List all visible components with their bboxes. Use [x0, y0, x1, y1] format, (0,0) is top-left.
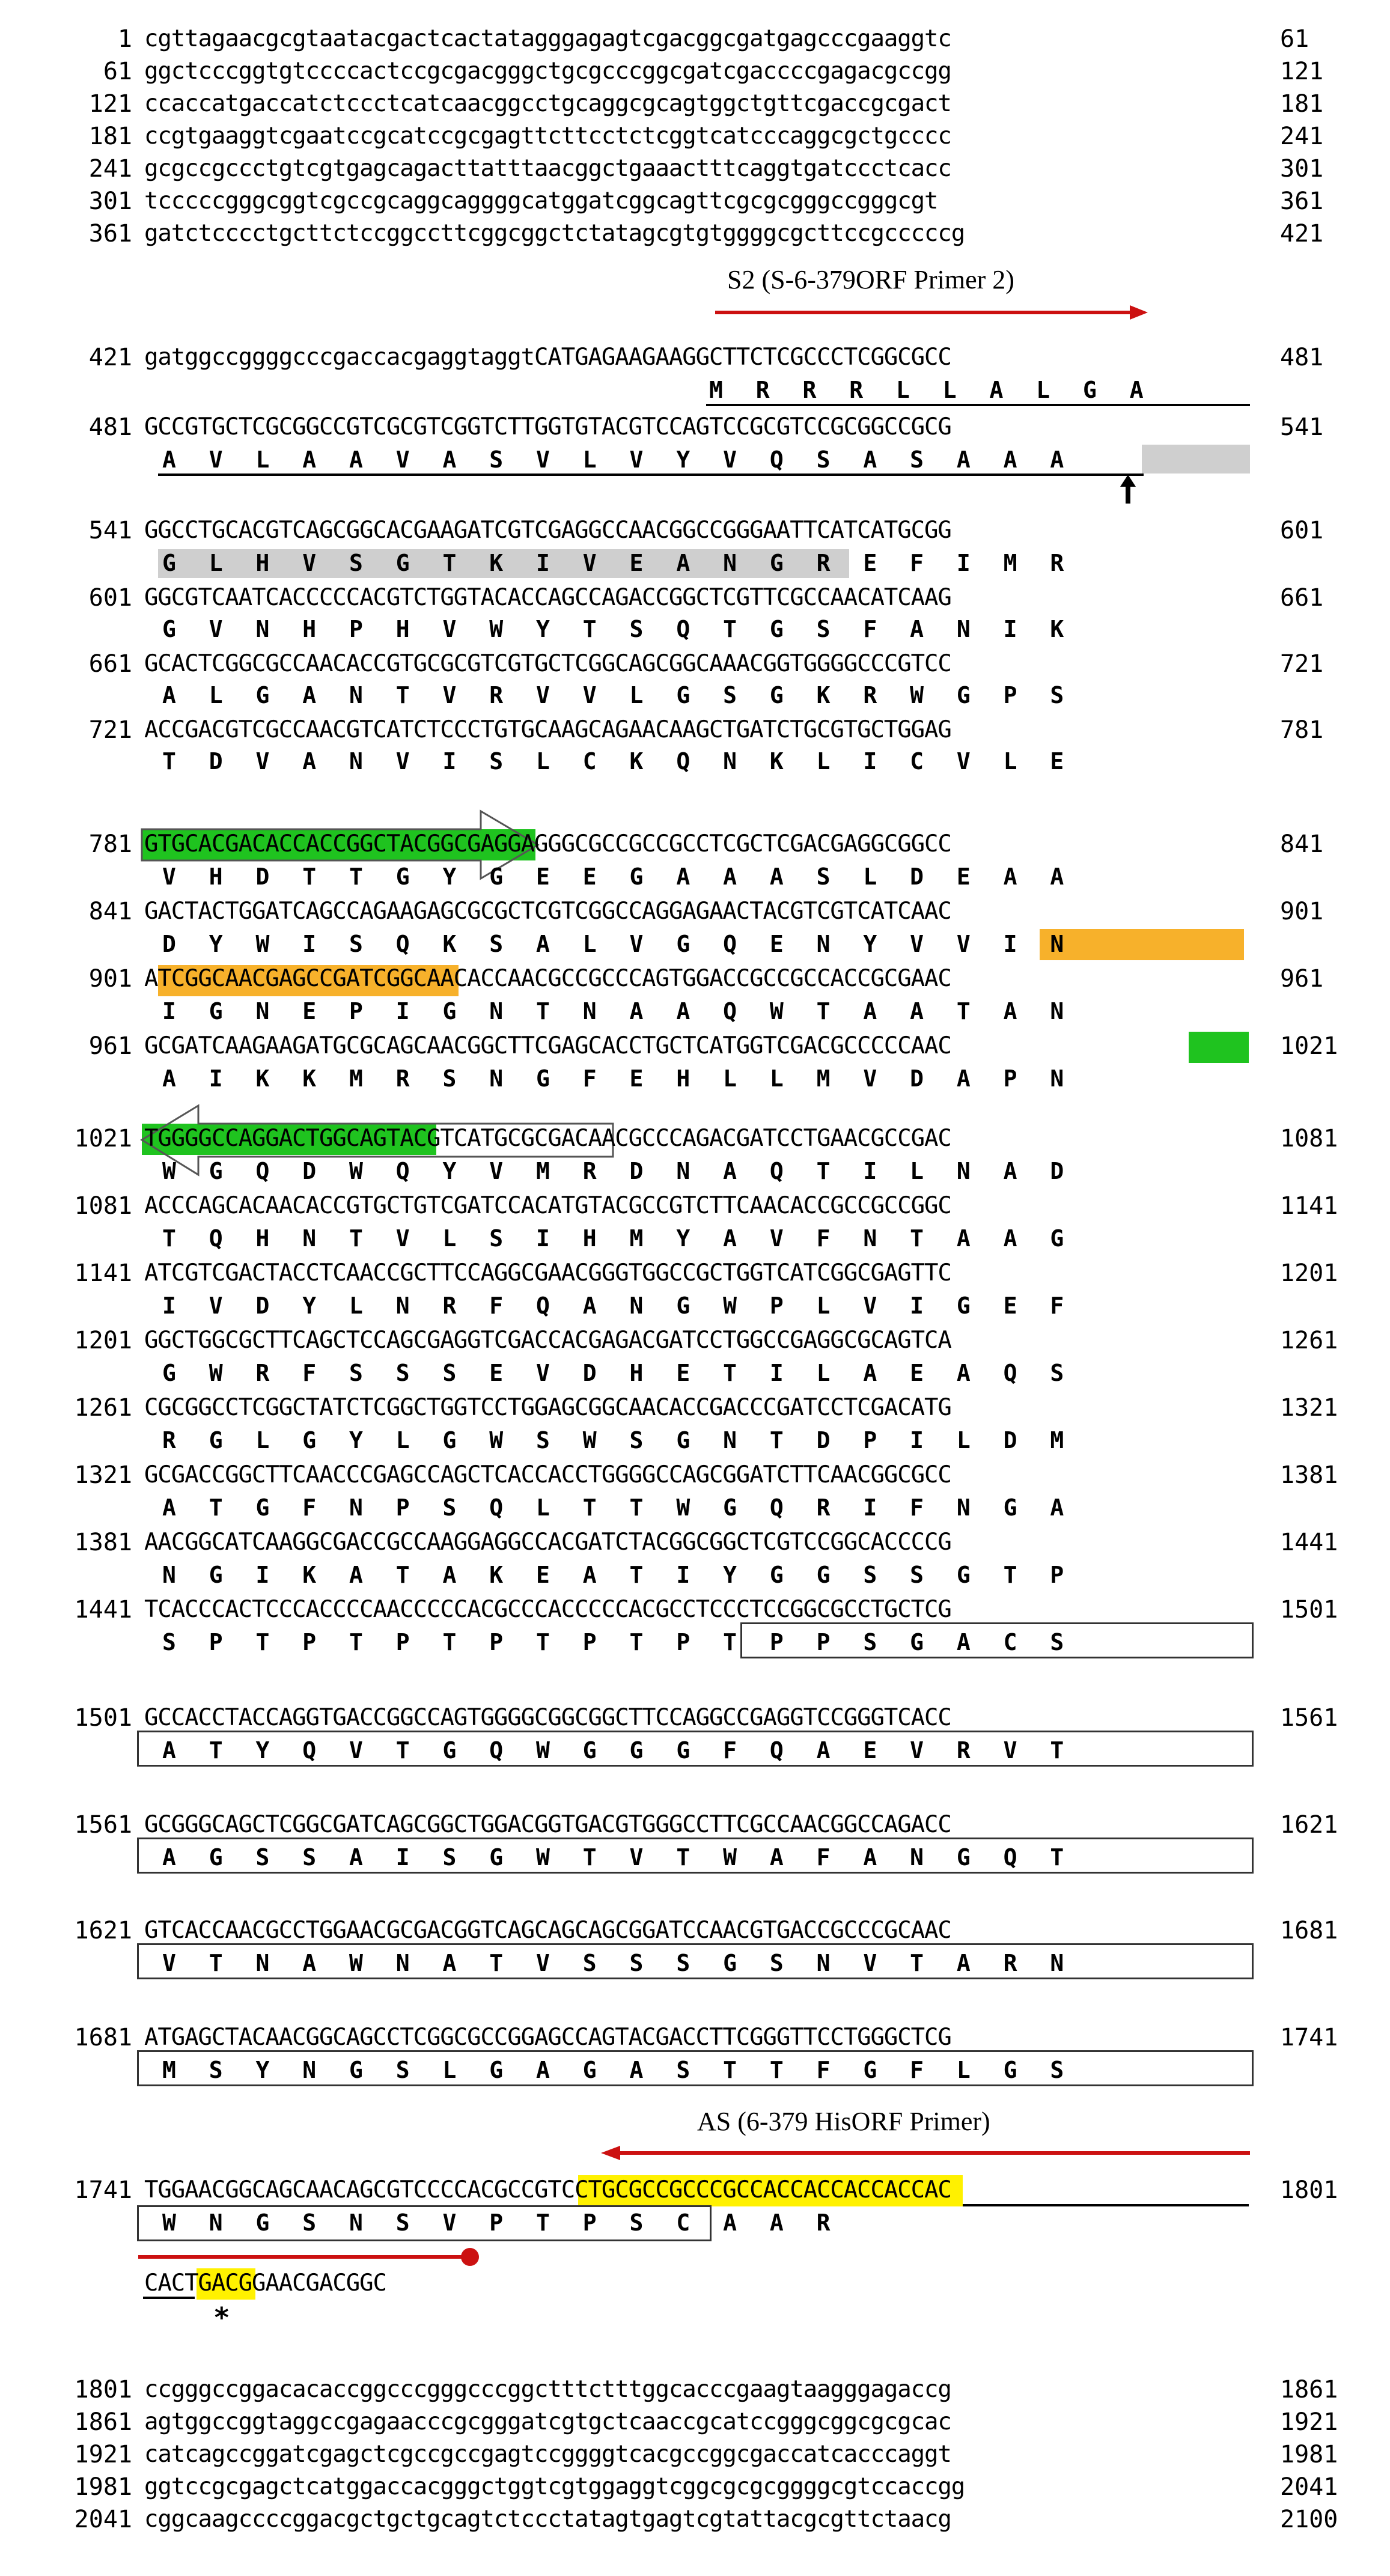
end-number: 1141 — [1280, 1192, 1338, 1220]
orf-row-1381 — [0, 1527, 1390, 1564]
start-number: 1621 — [74, 1917, 132, 1944]
primer-as-label: AS (6-379 HisORF Primer) — [697, 2107, 990, 2136]
nucleotide-sequence: GCGGGCAGCTCGGCGATCAGCGGCTGGACGGTGACGTGGGCCTTCGCCAACGGCCAGACC — [144, 1811, 951, 1838]
amino-acid-sequence: S P T P T P T P T P T P T P P S G A C S — [162, 1629, 1064, 1655]
nucleotide-sequence: agtggccggtaggccgagaacccgcgggatcgtgctcaaccgcatccgggcggcgcgcac — [144, 2408, 951, 2435]
start-number: 1381 — [74, 1529, 132, 1556]
nucleotide-sequence: cgttagaacgcgtaatacgactcactatagggagagtcgacggcgatgagcccgaaggtc — [144, 25, 951, 52]
start-number: 121 — [88, 90, 132, 118]
cbm-domain-box — [137, 1943, 1254, 1979]
orf-row-601 — [0, 583, 1390, 619]
nucleotide-sequence: ccaccatgaccatctccctcatcaacggcctgcaggcgcagtggctgttcgaccgcgact — [144, 90, 951, 117]
nucleotide-sequence: GCCACCTACCAGGTGACCGGCCAGTGGGGCGGCGGCTTCCAGGCCGAGGTCCGGGTCACC — [144, 1704, 951, 1731]
end-number: 541 — [1280, 413, 1324, 441]
aa-row-1141 — [0, 1292, 1390, 1328]
start-number: 481 — [88, 413, 132, 441]
start-number: 601 — [88, 584, 132, 612]
end-number: 1741 — [1280, 2024, 1338, 2051]
nucleotide-sequence: GCACTCGGCGCCAACACCGTGCGCGTCGTGCTCGGCAGCGGCAAACGGTGGGGCCCGTCC — [144, 650, 951, 677]
nucleotide-sequence: gatctcccctgcttctccggccttcggcggctctatagcgtgtggggcgcttccgcccccg — [144, 220, 965, 247]
start-number: 961 — [88, 1032, 132, 1060]
amino-acid-sequence: V H D T T G Y G E E G A A A S L D E A A — [162, 863, 1064, 890]
cbm-domain-box — [137, 2050, 1254, 2086]
amino-acid-sequence: R G L G Y L G W S W S G N T D P I L D M — [162, 1427, 1064, 1454]
start-number: 181 — [88, 123, 132, 150]
start-number: 1141 — [74, 1259, 132, 1287]
end-number: 481 — [1280, 344, 1324, 371]
end-number: 1441 — [1280, 1529, 1338, 1556]
end-number: 1321 — [1280, 1394, 1338, 1422]
orf-row-1141 — [0, 1258, 1390, 1294]
nucleotide-sequence: AACGGCATCAAGGCGACCGCCAAGGAGGCCACGATCTACGGCGGCTCGTCCGGCACCCCG — [144, 1529, 951, 1556]
start-number: 1921 — [74, 2441, 132, 2468]
start-number: 361 — [88, 220, 132, 248]
amino-acid-sequence: A L G A N T V R V V L G S G K R W G P S — [162, 682, 1064, 708]
nucleotide-sequence: cggcaagccccggacgctgctgcagtctccctatagtgagtcgtattacgcgttctaacg — [144, 2506, 951, 2533]
orf-row-721 — [0, 715, 1390, 751]
nucleotide-sequence: ggtccgcgagctcatggaccacgggctggtcgtggaggtcggcgcgcggggcgtccaccgg — [144, 2473, 965, 2500]
start-number: 1861 — [74, 2408, 132, 2436]
orf-row-1201 — [0, 1326, 1390, 1362]
end-number: 2100 — [1280, 2506, 1338, 2533]
nucleotide-sequence: GGCCTGCACGTCAGCGGCACGAAGATCGTCGAGGCCAACGGCCGGGAATTCATCATGCGG — [144, 517, 951, 544]
end-number: 121 — [1280, 58, 1324, 85]
end-number: 1021 — [1280, 1032, 1338, 1060]
end-number: 1681 — [1280, 1917, 1338, 1944]
start-number: 781 — [88, 830, 132, 858]
orf-row-1021 — [0, 1124, 1390, 1160]
start-number: 1561 — [74, 1811, 132, 1839]
start-number: 1801 — [74, 2376, 132, 2404]
aa-row-541 — [0, 549, 1390, 585]
amino-acid-sequence: M R R R L L A L G A — [709, 377, 1144, 403]
end-number: 1921 — [1280, 2408, 1338, 2436]
cbm-domain-box — [137, 1731, 1254, 1767]
start-number: 1501 — [74, 1704, 132, 1732]
end-number: 361 — [1280, 187, 1324, 215]
aa-row-781 — [0, 863, 1390, 899]
amino-acid-sequence: W N G S N S V P T P S C A A R — [162, 2209, 831, 2236]
seq-row-2041 — [0, 2504, 1390, 2541]
end-number: 901 — [1280, 898, 1324, 925]
start-number: 1 — [117, 25, 132, 53]
end-number: 661 — [1280, 584, 1324, 612]
end-number: 1261 — [1280, 1327, 1338, 1354]
aa-row-661 — [0, 681, 1390, 717]
amino-acid-sequence: I V D Y L N R F Q A N G W P L V I G E F — [162, 1293, 1064, 1319]
nucleotide-sequence: ccgtgaaggtcgaatccgcatccgcgagttcttcctctcggtcatcccaggcgctgcccc — [144, 123, 951, 150]
nucleotide-sequence: TCACCCACTCCCACCCCAACCCCCACGCCCACCCCCACGCCTCCCTCCGGCGCCTGCTCG — [144, 1596, 951, 1623]
start-number: 1021 — [74, 1125, 132, 1153]
end-number: 421 — [1280, 220, 1324, 248]
aa-row-1081 — [0, 1225, 1390, 1261]
start-number: 901 — [88, 965, 132, 993]
start-number: 1201 — [74, 1327, 132, 1354]
primer-s2-label: S2 (S-6-379ORF Primer 2) — [727, 265, 1014, 294]
cbm-domain-box — [137, 2205, 712, 2241]
amino-acid-sequence: A V L A A V A S V L V Y V Q S A S A A A — [162, 446, 1064, 473]
orf-row-901 — [0, 964, 1390, 1000]
nucleotide-sequence: ACCCAGCACAACACCGTGCTGTCGATCCACATGTACGCCGTCTTCAACACCGCCGCCGGC — [144, 1192, 951, 1219]
nucleotide-sequence: GCGATCAAGAAGATGCGCAGCAACGGCTTCGAGCACCTGCTCATGGTCGACGCCCCCAAC — [144, 1032, 951, 1059]
end-number: 1561 — [1280, 1704, 1338, 1732]
start-number: 421 — [88, 344, 132, 371]
end-number: 2041 — [1280, 2473, 1338, 2501]
amino-acid-sequence: A T G F N P S Q L T T W G Q R I F N G A — [162, 1494, 1064, 1521]
aa-row-1381 — [0, 1561, 1390, 1597]
end-number: 301 — [1280, 155, 1324, 183]
nucleotide-sequence: ATCGGCAACGAGCCGATCGGCAACACCAACGCCGCCCAGTGGACCGCCGCCACCGCGAAC — [144, 965, 951, 992]
start-number: 1681 — [74, 2024, 132, 2051]
nucleotide-sequence: catcagccggatcgagctcgccgccgagtccggggtcacgccggcgaccatcacccaggt — [144, 2441, 951, 2468]
underline — [706, 404, 1250, 406]
nucleotide-sequence: CGCGGCCTCGGCTATCTCGGCTGGTCCTGGAGCGGCAACACCGACCCGATCCTCGACATG — [144, 1394, 951, 1421]
cbm-domain-box — [137, 1838, 1254, 1874]
start-number: 541 — [88, 517, 132, 544]
nucleotide-sequence: GTGCACGACACCACCGGCTACGGCGAGGAGGGCGCCGCCGCCTCGCTCGACGAGGCGGCC — [144, 830, 951, 857]
end-number: 241 — [1280, 123, 1324, 150]
seq-row-1981 — [0, 2472, 1390, 2508]
nucleotide-sequence: gatggccggggcccgaccacgaggtaggtCATGAGAAGAAGGCTTCTCGCCCTCGGCGCC — [144, 344, 951, 371]
amino-acid-sequence: V T N A W N A T V S S S G S N V T A R N — [162, 1950, 1064, 1976]
end-number: 1381 — [1280, 1461, 1338, 1489]
stop-codon-marker: * — [213, 2301, 230, 2334]
amino-acid-sequence: A T Y Q V T G Q W G G G F Q A E V R V T — [162, 1737, 1064, 1764]
seq-row-1801 — [0, 2375, 1390, 2411]
orf-row-541 — [0, 516, 1390, 552]
nucleotide-sequence: gcgccgccctgtcgtgagcagacttatttaacggctgaaactttcaggtgatccctcacc — [144, 155, 951, 182]
amino-acid-sequence: G V N H P H V W Y T S Q T G S F A N I K — [162, 616, 1064, 642]
aa-row-1021 — [0, 1157, 1390, 1193]
nucleotide-sequence: GCCGTGCTCGCGGCCGTCGCGTCGGTCTTGGTGTACGTCCAGTCCGCGTCCGCGGCCGCG — [144, 413, 951, 440]
seq-row-1861 — [0, 2407, 1390, 2443]
end-number: 1801 — [1280, 2176, 1338, 2204]
start-number: 1741 — [74, 2176, 132, 2204]
aa-row-1321 — [0, 1494, 1390, 1530]
nucleotide-sequence: CACTGACGGAACGACGGC — [144, 2270, 386, 2297]
linker-box — [740, 1622, 1254, 1658]
nucleotide-sequence: GCGACCGGCTTCAACCCGAGCCAGCTCACCACCTGGGGCCAGCGGATCTTCAACGGCGCC — [144, 1461, 951, 1488]
orf-row-1321 — [0, 1460, 1390, 1496]
start-number: 661 — [88, 650, 132, 678]
end-number: 781 — [1280, 716, 1324, 744]
nucleotide-sequence: TGGAACGGCAGCAACAGCGTCCCCACGCCGTCCTGCGCCGCCCGCCACCACCACCACCAC — [144, 2176, 951, 2203]
nucleotide-sequence: TGGGGCCAGGACTGGCAGTACGTCATGCGCGACAACGCCCAGACGATCCTGAACGCCGAC — [144, 1125, 951, 1152]
underline — [158, 473, 1144, 476]
amino-acid-sequence: N G I K A T A K E A T I Y G G S S G T P — [162, 1562, 1064, 1588]
amino-acid-sequence: A G S S A I S G W T V T W A F A N G Q T — [162, 1844, 1064, 1871]
end-number: 841 — [1280, 830, 1324, 858]
start-number: 721 — [88, 716, 132, 744]
start-number: 61 — [103, 58, 132, 85]
start-number: 1261 — [74, 1394, 132, 1422]
start-number: 1441 — [74, 1596, 132, 1624]
start-number: 1081 — [74, 1192, 132, 1220]
amino-acid-sequence: M S Y N G S L G A G A S T T F G F L G S — [162, 2057, 1064, 2083]
end-number: 721 — [1280, 650, 1324, 678]
amino-acid-sequence: I G N E P I G N T N A A Q W T A A T A N — [162, 998, 1064, 1025]
nucleotide-sequence: ATGAGCTACAACGGCAGCCTCGGCGCCGGAGCCAGTACGACCTTCGGGTTCCTGGGCTCG — [144, 2024, 951, 2051]
orf-continuation-row — [0, 2268, 1390, 2304]
nucleotide-sequence: ACCGACGTCGCCAACGTCATCTCCCTGTGCAAGCAGAACAAGCTGATCTGCGTGCTGGAG — [144, 716, 951, 743]
start-number: 2041 — [74, 2506, 132, 2533]
amino-acid-sequence: G W R F S S S E V D H E T I L A E A Q S — [162, 1360, 1064, 1386]
end-number: 601 — [1280, 517, 1324, 544]
aa-row-841 — [0, 930, 1390, 966]
aa-row-481 — [0, 446, 1390, 482]
orf-row-421 — [0, 343, 1390, 379]
end-number: 961 — [1280, 965, 1324, 993]
amino-acid-sequence: T D V A N V I S L C K Q N K L I C V L E — [162, 748, 1064, 775]
orf-row-1261 — [0, 1393, 1390, 1429]
amino-acid-sequence: G L H V S G T K I V E A N G R E F I M R — [162, 550, 1064, 576]
orf-row-481 — [0, 412, 1390, 448]
aa-row-721 — [0, 748, 1390, 784]
end-number: 1621 — [1280, 1811, 1338, 1839]
primer-as-tail-icon — [138, 2246, 487, 2268]
orf-row-1081 — [0, 1191, 1390, 1227]
aa-row-601 — [0, 615, 1390, 651]
end-number: 1201 — [1280, 1259, 1338, 1287]
end-number: 1861 — [1280, 2376, 1338, 2404]
amino-acid-sequence: A I K K M R S N G F E H L L M V D A P N — [162, 1065, 1064, 1092]
his-tag-underline-2 — [143, 2297, 195, 2299]
amino-acid-sequence: T Q H N T V L S I H M Y A V F N T A A G — [162, 1225, 1064, 1252]
nucleotide-sequence: tcccccgggcggtcgccgcaggcaggggcatggatcggcagttcgcgcgggccgggcgt — [144, 187, 938, 215]
end-number: 181 — [1280, 90, 1324, 118]
nucleotide-sequence: ATCGTCGACTACCTCAACCGCTTCCAGGCGAACGGGTGGCCGCTGGTCATCGGCGAGTTC — [144, 1259, 951, 1286]
aa-row-1201 — [0, 1359, 1390, 1395]
aa-row-961 — [0, 1065, 1390, 1101]
primer-as-arrow-icon — [601, 2144, 1250, 2162]
nucleotide-sequence: GTCACCAACGCCTGGAACGCGACGGTCAGCAGCAGCGGATCCAACGTGACCGCCCGCAAC — [144, 1917, 951, 1944]
orf-row-841 — [0, 897, 1390, 933]
cleavage-site-arrow-icon — [1119, 475, 1137, 505]
orf-row-781 — [0, 829, 1390, 865]
orf-row-661 — [0, 649, 1390, 685]
start-number: 241 — [88, 155, 132, 183]
end-number: 1501 — [1280, 1596, 1338, 1624]
nucleotide-sequence: ggctcccggtgtccccactccgcgacgggctgcgcccggcgatcgaccccgagacgccgg — [144, 58, 951, 85]
his-tag-underline — [963, 2204, 1249, 2206]
start-number: 841 — [88, 898, 132, 925]
nucleotide-sequence: GGCTGGCGCTTCAGCTCCAGCGAGGTCGACCACGAGACGATCCTGGCCGAGGCGCAGTCA — [144, 1327, 951, 1354]
end-number: 1981 — [1280, 2441, 1338, 2468]
nucleotide-sequence: GACTACTGGATCAGCCAGAAGAGCGCGCTCGTCGGCCAGGAGAACTACGTCGTCATCAAC — [144, 898, 951, 925]
start-number: 301 — [88, 187, 132, 215]
amino-acid-sequence: D Y W I S Q K S A L V G Q E N Y V V I N — [162, 931, 1064, 957]
seq-row-1921 — [0, 2440, 1390, 2476]
aa-row-901 — [0, 997, 1390, 1034]
amino-acid-sequence: W G Q D W Q Y V M R D N A Q T I L N A D — [162, 1158, 1064, 1184]
start-number: 1981 — [74, 2473, 132, 2501]
nucleotide-sequence: ccgggccggacacaccggcccgggcccggctttctttggcacccgaagtaagggagaccg — [144, 2376, 951, 2403]
end-number: 61 — [1280, 25, 1309, 53]
orf-row-961 — [0, 1031, 1390, 1067]
start-number: 1321 — [74, 1461, 132, 1489]
aa-row-1261 — [0, 1427, 1390, 1463]
end-number: 1081 — [1280, 1125, 1338, 1153]
nucleotide-sequence: GGCGTCAATCACCCCCACGTCTGGTACACCAGCCAGACCGGCTCGTTCGCCAACATCAAG — [144, 584, 951, 611]
aa-row-421 — [0, 376, 1390, 412]
